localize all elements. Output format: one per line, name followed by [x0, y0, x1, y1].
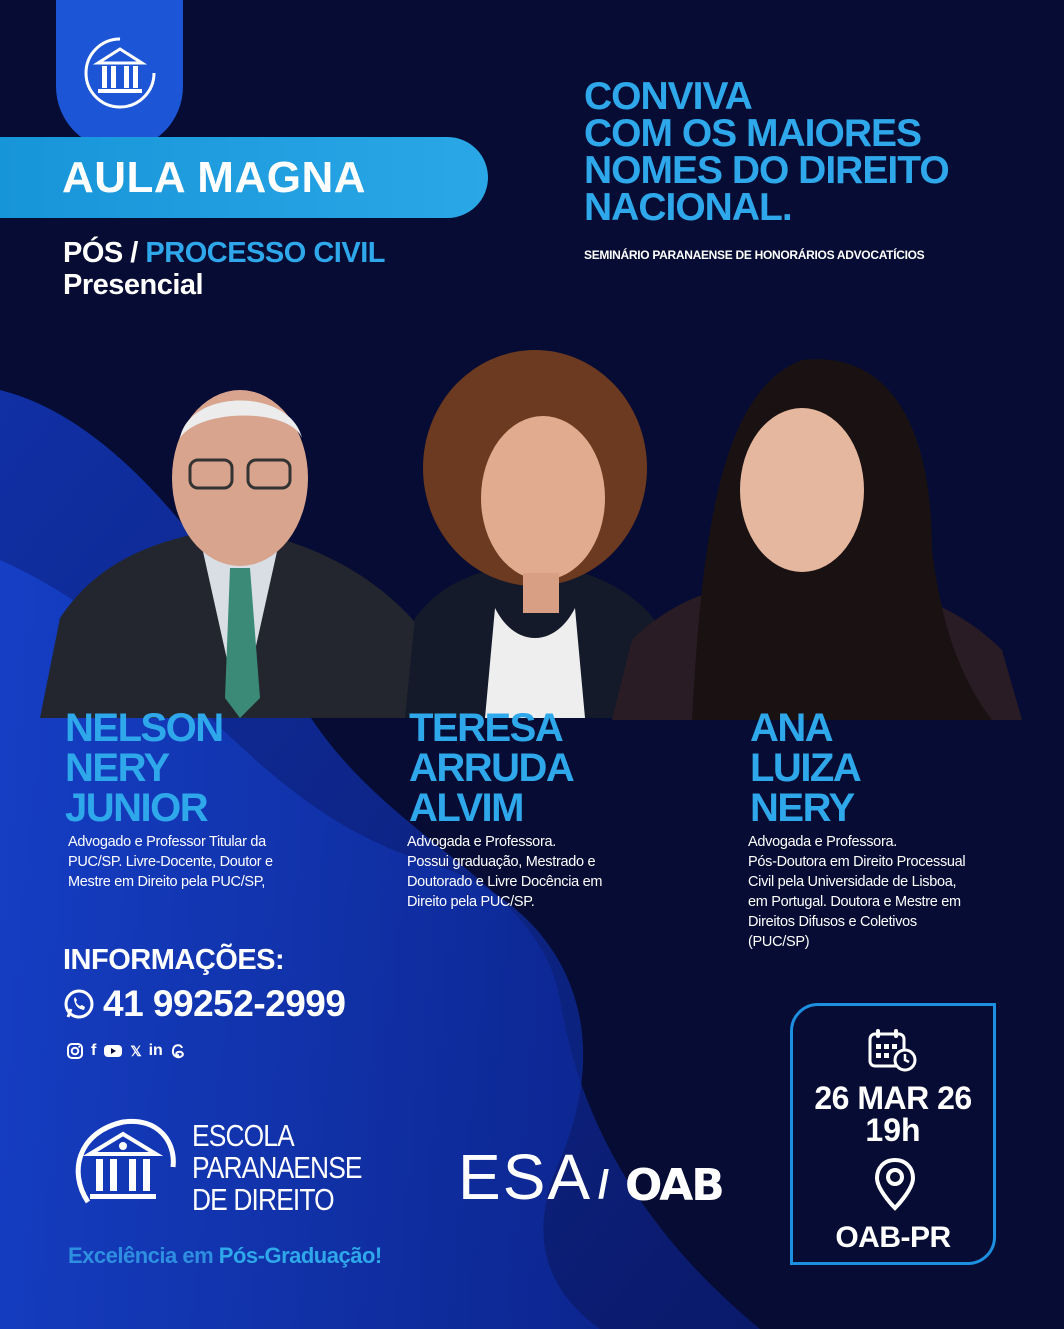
speaker-name-line: NERY: [65, 746, 169, 790]
headline-line: CONVIVA: [584, 75, 752, 118]
event-time: 19h: [865, 1112, 921, 1148]
tagline-strong: Pós-Graduação!: [218, 1243, 382, 1268]
speaker-bio-line: Pós-Doutora em Direito Processual: [748, 854, 966, 870]
course-line: [63, 238, 385, 268]
speaker-bio-line: Advogado e Professor Titular da: [68, 834, 266, 850]
calendar-clock-icon: [867, 1026, 919, 1074]
speaker-name-1: [65, 708, 223, 828]
speaker-bio-line: em Portugal. Doutora e Mestre em: [748, 894, 961, 910]
linkedin-icon[interactable]: in: [148, 1042, 163, 1059]
school-name-line: DE DIREITO: [192, 1182, 334, 1217]
headline-line: NACIONAL.: [584, 186, 792, 229]
speaker-photo-ana: [612, 350, 1032, 720]
speaker-name-line: NERY: [750, 786, 854, 830]
speaker-name-line: ALVIM: [409, 786, 523, 830]
esa-logo: ESA: [458, 1141, 593, 1213]
school-name: [192, 1120, 362, 1216]
event-place: OAB-PR: [835, 1221, 951, 1254]
logo-badge: [56, 0, 183, 150]
info-title: INFORMAÇÕES:: [63, 944, 285, 976]
youtube-icon[interactable]: [103, 1043, 123, 1059]
speaker-name-line: ARRUDA: [409, 746, 574, 790]
speaker-name-3: [750, 708, 860, 828]
seminar-subtitle: SEMINÁRIO PARANAENSE DE HONORÁRIOS ADVOCATÍCIOS: [584, 248, 925, 262]
event-date: 26 MAR 26: [814, 1080, 972, 1116]
oab-logo: OAB: [625, 1160, 723, 1211]
location-pin-icon: [873, 1156, 917, 1212]
speaker-bio-line: PUC/SP. Livre-Docente, Doutor e: [68, 854, 273, 870]
phone-row[interactable]: [63, 983, 345, 1025]
school-name-line: ESCOLA: [192, 1118, 294, 1153]
event-details-box: [790, 1003, 996, 1265]
whatsapp-icon: [63, 988, 95, 1020]
headline: [584, 75, 1034, 229]
instagram-icon[interactable]: [66, 1042, 84, 1060]
speaker-name-line: LUIZA: [750, 746, 861, 790]
speaker-bio-line: Possui graduação, Mestrado e: [407, 854, 596, 870]
social-links: [66, 1041, 186, 1061]
speaker-name-line: NELSON: [65, 706, 223, 750]
speaker-bio-line: Direitos Difusos e Coletivos: [748, 914, 917, 930]
speaker-name-line: JUNIOR: [65, 786, 208, 830]
course-area: PROCESSO CIVIL: [145, 237, 385, 269]
speaker-bio-2: [407, 832, 602, 912]
speaker-bio-line: Direito pela PUC/SP.: [407, 894, 535, 910]
logo-slash: /: [598, 1163, 610, 1207]
speaker-bio-1: [68, 832, 273, 892]
headline-line: COM OS MAIORES: [584, 112, 922, 155]
headline-line: NOMES DO DIREITO: [584, 149, 949, 192]
speaker-name-line: TERESA: [409, 706, 563, 750]
tagline: [68, 1243, 382, 1269]
courthouse-icon: [78, 29, 162, 113]
event-type-banner: [0, 137, 488, 218]
x-icon[interactable]: 𝕏: [130, 1043, 142, 1059]
school-logo-icon: [68, 1112, 178, 1222]
speaker-name-line: ANA: [750, 706, 833, 750]
speaker-bio-line: Mestre em Direito pela PUC/SP,: [68, 874, 266, 890]
speaker-bio-line: Civil pela Universidade de Lisboa,: [748, 874, 957, 890]
phone-number[interactable]: 41 99252-2999: [103, 983, 346, 1024]
speaker-bio-line: (PUC/SP): [748, 934, 810, 950]
speaker-bio-3: [748, 832, 965, 952]
course-prefix: PÓS /: [63, 237, 138, 269]
speaker-photo-nelson: [40, 368, 440, 718]
speaker-name-2: [409, 708, 573, 828]
modality: Presencial: [63, 269, 204, 301]
facebook-icon[interactable]: f: [91, 1042, 97, 1059]
speaker-bio-line: Advogada e Professora.: [407, 834, 556, 850]
event-type: AULA MAGNA: [62, 152, 366, 202]
tagline-prefix: Excelência em: [68, 1243, 219, 1268]
threads-icon[interactable]: [170, 1042, 186, 1060]
speaker-bio-line: Doutorado e Livre Docência em: [407, 874, 603, 890]
speaker-bio-line: Advogada e Professora.: [748, 834, 897, 850]
school-name-line: PARANAENSE: [192, 1150, 362, 1185]
